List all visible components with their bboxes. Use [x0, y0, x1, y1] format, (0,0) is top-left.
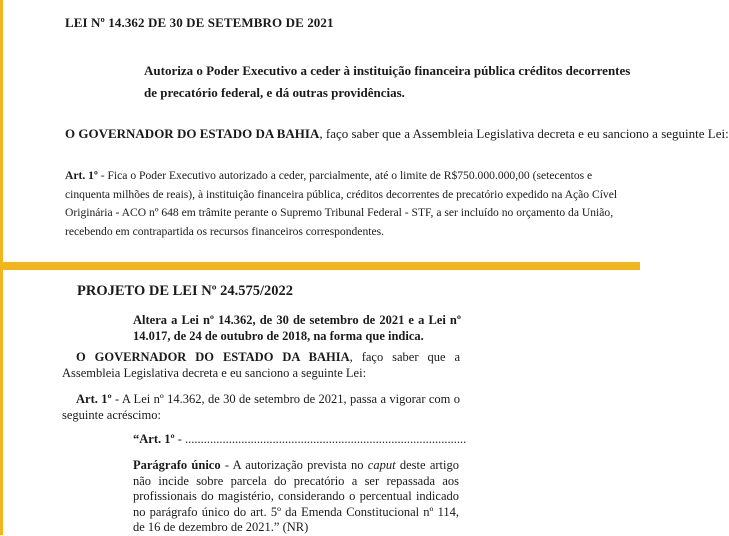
- sole-paragraph-text-2: deste artigo não incide sobre parcela do precatório a ser repassada aos profissionais do magistério, considerando o percentual indicado no parágrafo único do art. 5º da Emenda Constitucional nº 114, de 16 de dezembro de 2021.” (NR): [133, 458, 459, 534]
- law-governor-label: O GOVERNADOR DO ESTADO DA BAHIA: [65, 126, 320, 141]
- bill-enacting-clause: [62, 350, 460, 381]
- bill-enacting-text: , faço saber que a Assembleia Legislativa decreta e eu sanciono a seguinte Lei:: [62, 350, 460, 380]
- sole-paragraph: [133, 458, 459, 536]
- bill-article-1: [62, 392, 460, 423]
- sole-paragraph-label: Parágrafo único: [133, 458, 221, 472]
- quoted-article-1-dots: - ..........................................................................................: [174, 432, 467, 446]
- quoted-article-1: [133, 432, 467, 448]
- law-article-1: [65, 167, 637, 241]
- section-divider: [0, 262, 640, 270]
- caput-term: caput: [367, 458, 396, 472]
- bill-ementa: Altera a Lei nº 14.362, de 30 de setembro de 2021 e a Lei nº 14.017, de 24 de outubro de 2018, na forma que indica.: [133, 313, 461, 343]
- law-enacting-text: , faço saber que a Assembleia Legislativa decreta e eu sanciono a seguinte Lei:: [319, 126, 729, 141]
- bill-article-1-text: - A Lei nº 14.362, de 30 de setembro de 2021, passa a vigorar com o seguinte acréscimo:: [62, 392, 461, 422]
- sole-paragraph-text-1: - A autorização prevista no: [220, 458, 368, 472]
- law-title: LEI Nº 14.362 DE 30 DE SETEMBRO DE 2021: [65, 15, 334, 30]
- bill-governor-label: O GOVERNADOR DO ESTADO DA BAHIA: [76, 350, 350, 364]
- law-enacting-clause: [65, 124, 729, 144]
- bill-title: PROJETO DE LEI Nº 24.575/2022: [77, 283, 294, 299]
- bill-article-1-label: Art. 1º: [76, 392, 112, 406]
- law-article-1-label: Art. 1º: [65, 169, 98, 182]
- law-panel: [0, 0, 729, 262]
- law-ementa: Autoriza o Poder Executivo a ceder à instituição financeira pública créditos decorrentes de precatório federal, e dá outras providências.: [144, 63, 631, 100]
- quoted-article-1-label: “Art. 1º: [133, 432, 175, 446]
- law-article-1-text: - Fica o Poder Executivo autorizado a ceder, parcialmente, até o limite de R$750.000.000,00 (setecentos e cinquenta milhões de reais), à instituição financeira pública, créditos decorrentes de precatório expedido na Ação Cível Originária - ACO nº 648 em trâmite perante o Supremo Tribunal Federal - STF, a ser incluído no orçamento da União, recebendo em contrapartida os recursos financeiros correspondentes.: [65, 169, 618, 238]
